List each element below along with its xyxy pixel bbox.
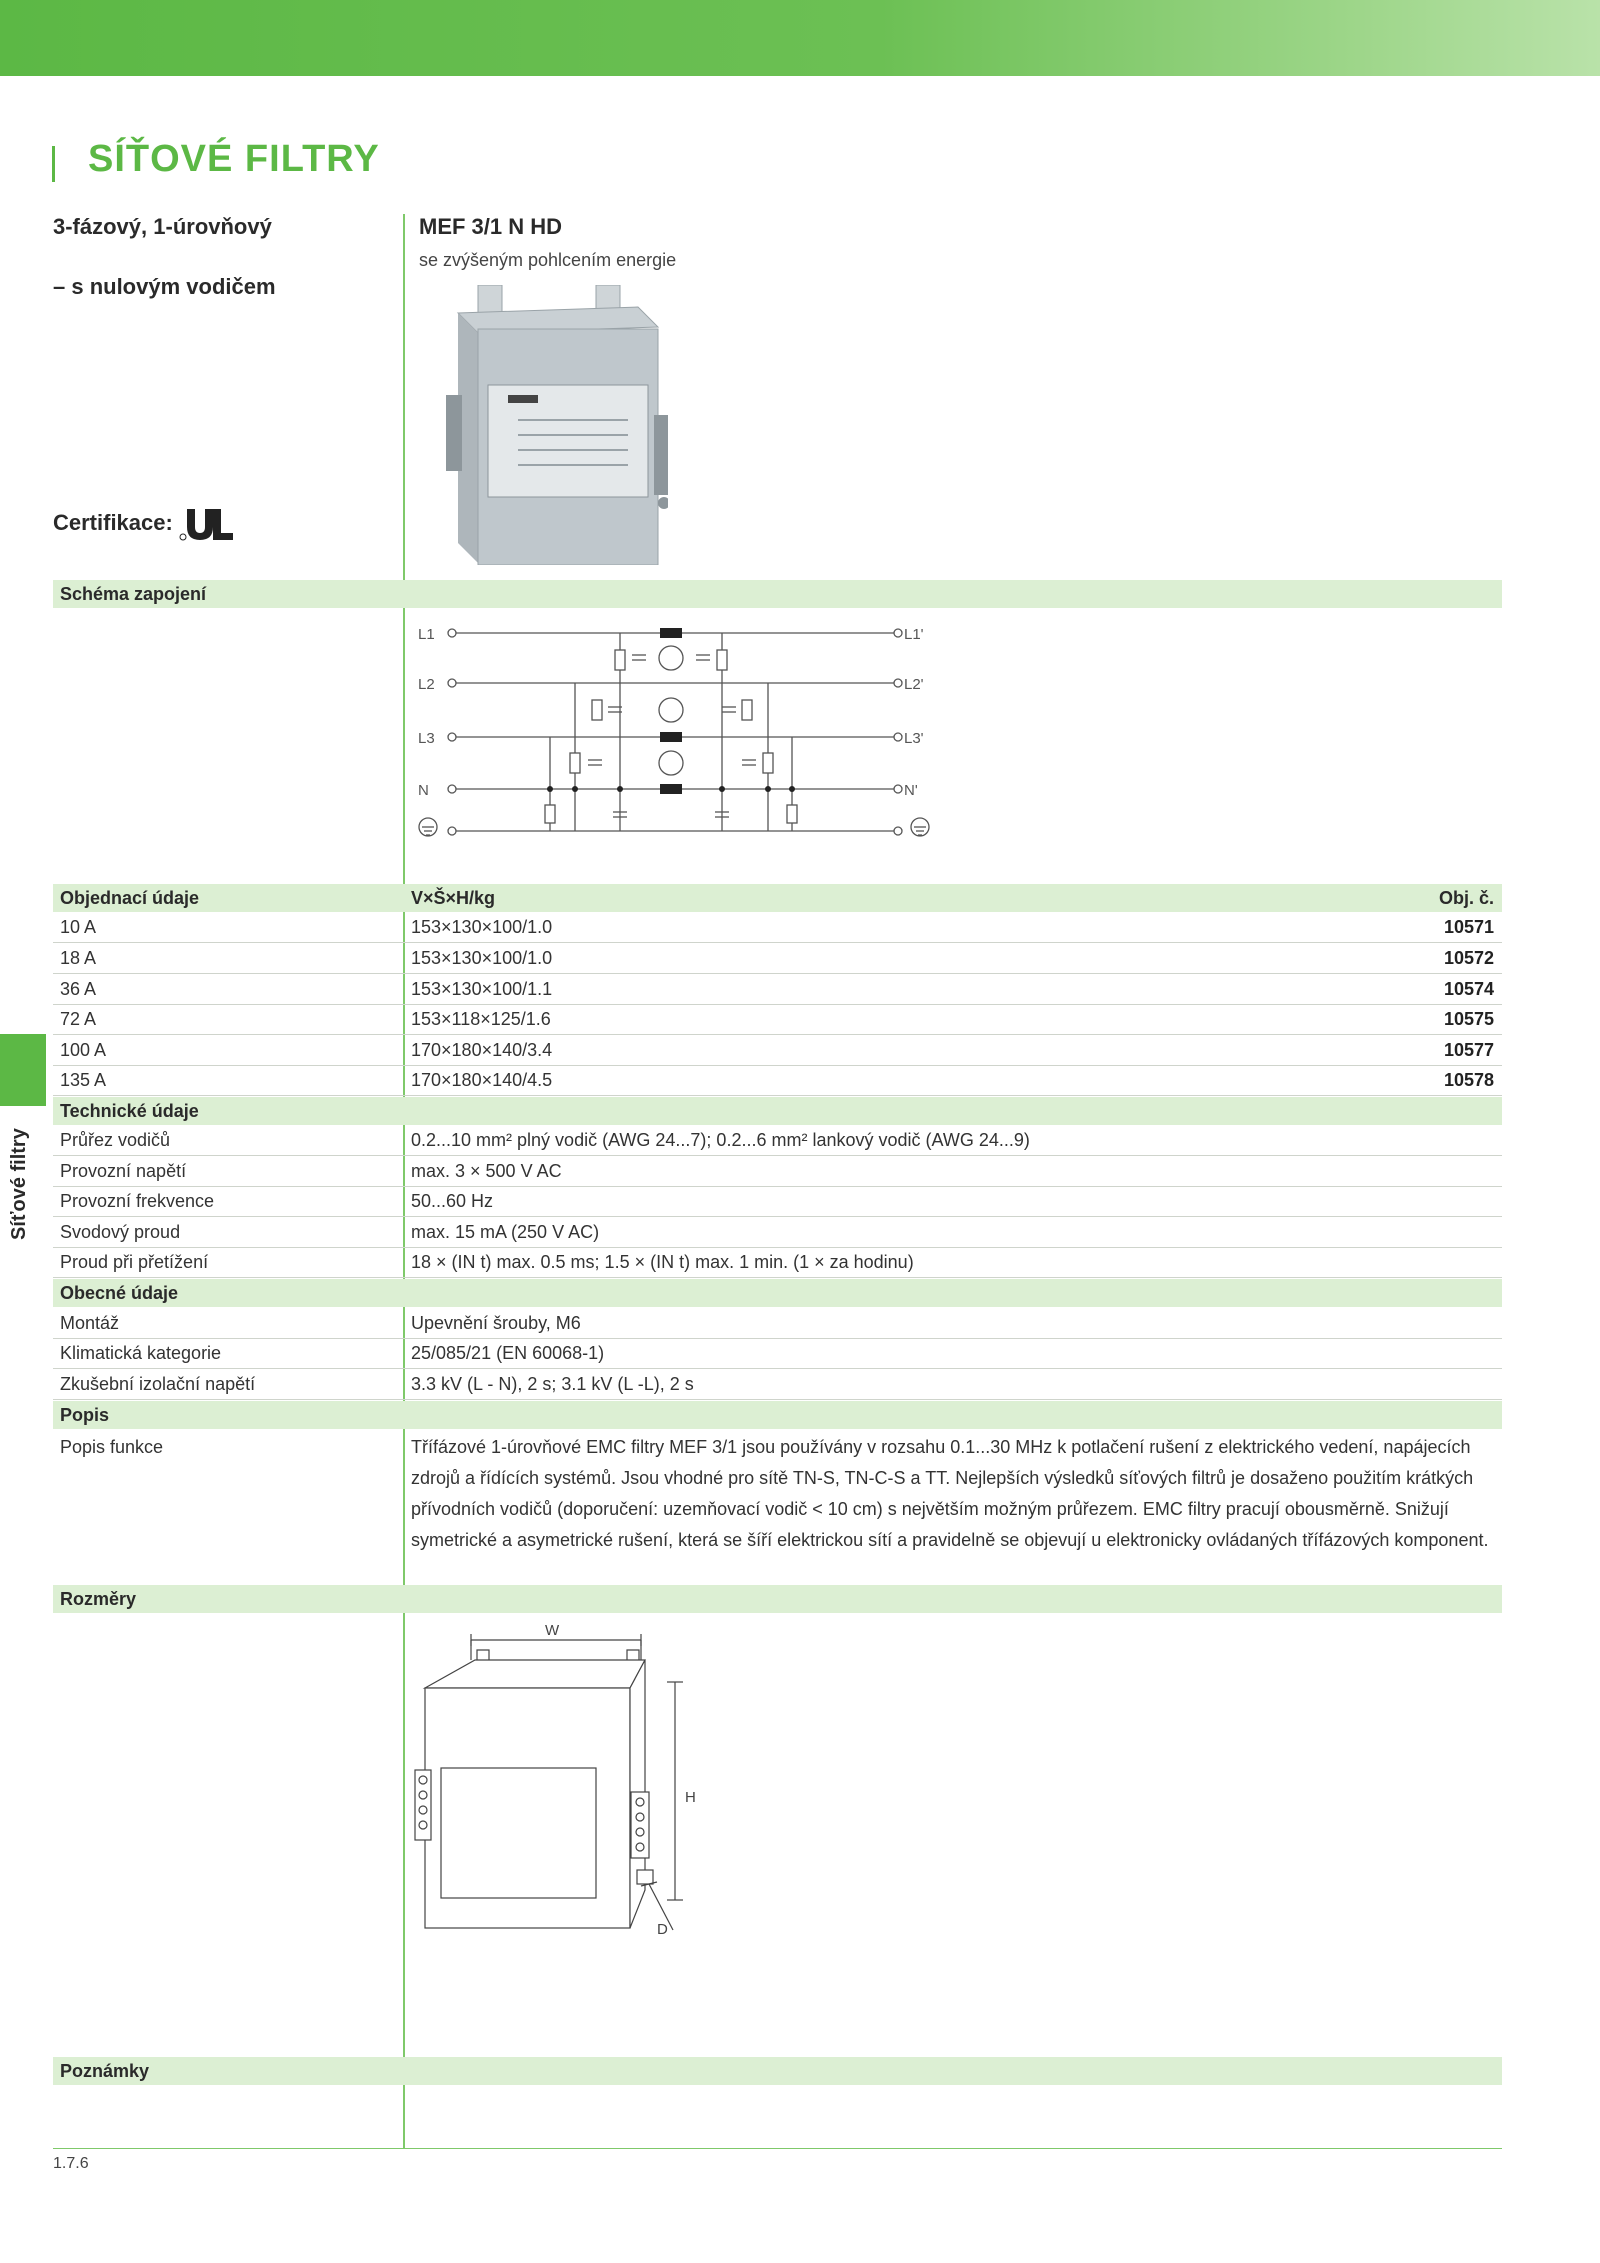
bottom-divider bbox=[53, 2148, 1502, 2149]
row-label: 72 A bbox=[60, 1009, 97, 1029]
row-label: Průřez vodičů bbox=[60, 1130, 171, 1150]
section-general-title: Obecné údaje bbox=[60, 1283, 179, 1303]
section-ordering bbox=[53, 884, 1502, 912]
section-schema bbox=[53, 580, 1502, 608]
table-row bbox=[53, 1004, 1502, 1035]
section-schema-title: Schéma zapojení bbox=[60, 584, 207, 604]
row-label: Provozní frekvence bbox=[60, 1191, 215, 1211]
table-row bbox=[53, 974, 1502, 1005]
row-dims: 153×130×100/1.0 bbox=[411, 917, 553, 937]
row-label: Zkušební izolační napětí bbox=[60, 1374, 256, 1394]
row-dims: 170×180×140/4.5 bbox=[411, 1070, 553, 1090]
section-technical-title: Technické údaje bbox=[60, 1101, 199, 1121]
product-description: se zvýšeným pohlcením energie bbox=[419, 250, 677, 270]
table-row bbox=[53, 1125, 1502, 1156]
row-order-number: 10572 bbox=[1443, 948, 1494, 968]
row-label: Proud při přetížení bbox=[60, 1252, 209, 1272]
subtitle-phase: 3-fázový, 1-úrovňový bbox=[53, 214, 272, 239]
col-dims-header: V×Š×H/kg bbox=[411, 888, 496, 908]
row-label: 100 A bbox=[60, 1040, 107, 1060]
row-label: 135 A bbox=[60, 1070, 107, 1090]
certification-label: Certifikace: bbox=[53, 510, 173, 535]
row-dims: 153×118×125/1.6 bbox=[411, 1009, 551, 1029]
row-order-number: 10571 bbox=[1443, 917, 1494, 937]
wiring-diagram bbox=[410, 615, 950, 855]
section-dimensions-title: Rozměry bbox=[60, 1589, 137, 1609]
row-value: 3.3 kV (L - N), 2 s; 3.1 kV (L -L), 2 s bbox=[411, 1374, 694, 1394]
side-section-label: Síťové filtry bbox=[8, 1128, 30, 1240]
section-dimensions bbox=[53, 1585, 1502, 1613]
row-label: Klimatická kategorie bbox=[60, 1343, 222, 1363]
page-title: SÍŤOVÉ FILTRY bbox=[88, 138, 380, 180]
row-value: 25/085/21 (EN 60068-1) bbox=[411, 1343, 605, 1363]
table-row bbox=[53, 1065, 1502, 1096]
row-label: 10 A bbox=[60, 917, 97, 937]
schema-label-n-out: N' bbox=[904, 782, 918, 799]
row-order-number: 10574 bbox=[1443, 979, 1494, 999]
dim-label-h: H bbox=[685, 1789, 696, 1806]
row-label: Provozní napětí bbox=[60, 1161, 187, 1181]
row-label: Montáž bbox=[60, 1313, 120, 1333]
schema-label-l3: L3 bbox=[418, 730, 435, 747]
row-value: Upevnění šrouby, M6 bbox=[411, 1313, 581, 1333]
row-label: Popis funkce bbox=[60, 1437, 164, 1457]
top-banner bbox=[0, 0, 1600, 76]
schema-label-l1: L1 bbox=[418, 626, 435, 643]
subtitle-neutral: – s nulovým vodičem bbox=[53, 274, 276, 299]
page-number: 1.7.6 bbox=[53, 2155, 89, 2172]
row-value: max. 3 × 500 V AC bbox=[411, 1161, 562, 1181]
ul-mark-icon bbox=[177, 503, 241, 543]
row-order-number: 10577 bbox=[1443, 1040, 1494, 1060]
table-row bbox=[53, 943, 1502, 974]
row-label: Svodový proud bbox=[60, 1222, 181, 1242]
row-dims: 153×130×100/1.0 bbox=[411, 948, 553, 968]
table-row bbox=[53, 1308, 1502, 1339]
row-dims: 153×130×100/1.1 bbox=[411, 979, 553, 999]
row-value: 50...60 Hz bbox=[411, 1191, 494, 1211]
table-row bbox=[53, 1217, 1502, 1248]
col-order-header: Obj. č. bbox=[1438, 888, 1494, 908]
schema-label-l1-out: L1' bbox=[904, 626, 924, 643]
section-notes-title: Poznámky bbox=[60, 2061, 150, 2081]
title-accent-bar bbox=[52, 146, 55, 182]
section-notes bbox=[53, 2057, 1502, 2085]
table-row bbox=[53, 1338, 1502, 1369]
row-label: 18 A bbox=[60, 948, 97, 968]
section-technical bbox=[53, 1097, 1502, 1125]
dimension-drawing bbox=[405, 1620, 725, 1960]
section-popis bbox=[53, 1401, 1502, 1429]
row-value: 18 × (IN t) max. 0.5 ms; 1.5 × (IN t) max. 1 min. (1 × za hodinu) bbox=[411, 1252, 914, 1272]
function-description: Třífázové 1-úrovňové EMC filtry MEF 3/1 jsou používány v rozsahu 0.1...30 MHz k potlačení rušení z elektrického vedení, napájecích zdrojů a řídících systémů. Jsou vhodné pro sítě TN-S, TN-C-S a TT. Nejlepších výsledků síťových filtrů je dosaženo použitím krátkých přívodních vodičů (doporučení: uzemňovací vodič < 10 cm) s největším možným průřezem. EMC filtry pracují obousměrně. Snižují symetrické a asymetrické rušení, která se šíří elektrickou sítí a pravidelně se objevují u elektronicky ovládaných třífázových komponent. bbox=[411, 1437, 1489, 1550]
table-row bbox=[53, 912, 1502, 943]
table-row bbox=[53, 1247, 1502, 1278]
dim-label-d: D bbox=[657, 1921, 668, 1938]
row-order-number: 10575 bbox=[1443, 1009, 1494, 1029]
row-order-number: 10578 bbox=[1443, 1070, 1494, 1090]
dim-label-w: W bbox=[545, 1622, 560, 1639]
row-dims: 170×180×140/3.4 bbox=[411, 1040, 553, 1060]
schema-label-l3-out: L3' bbox=[904, 730, 924, 747]
row-value: 0.2...10 mm² plný vodič (AWG 24...7); 0.2...6 mm² lankový vodič (AWG 24...9) bbox=[411, 1130, 1030, 1150]
section-general bbox=[53, 1279, 1502, 1307]
table-row bbox=[53, 1369, 1502, 1400]
product-photo bbox=[428, 285, 668, 565]
table-row bbox=[53, 1035, 1502, 1066]
side-tab-marker bbox=[0, 1034, 46, 1106]
table-row bbox=[53, 1186, 1502, 1217]
product-name: MEF 3/1 N HD bbox=[419, 214, 563, 239]
row-value: max. 15 mA (250 V AC) bbox=[411, 1222, 600, 1242]
schema-label-n: N bbox=[418, 782, 429, 799]
section-popis-title: Popis bbox=[60, 1405, 110, 1425]
section-ordering-title: Objednací údaje bbox=[60, 888, 200, 908]
certification bbox=[53, 503, 241, 543]
schema-label-l2: L2 bbox=[418, 676, 435, 693]
row-label: 36 A bbox=[60, 979, 97, 999]
schema-label-l2-out: L2' bbox=[904, 676, 924, 693]
table-row bbox=[53, 1156, 1502, 1187]
